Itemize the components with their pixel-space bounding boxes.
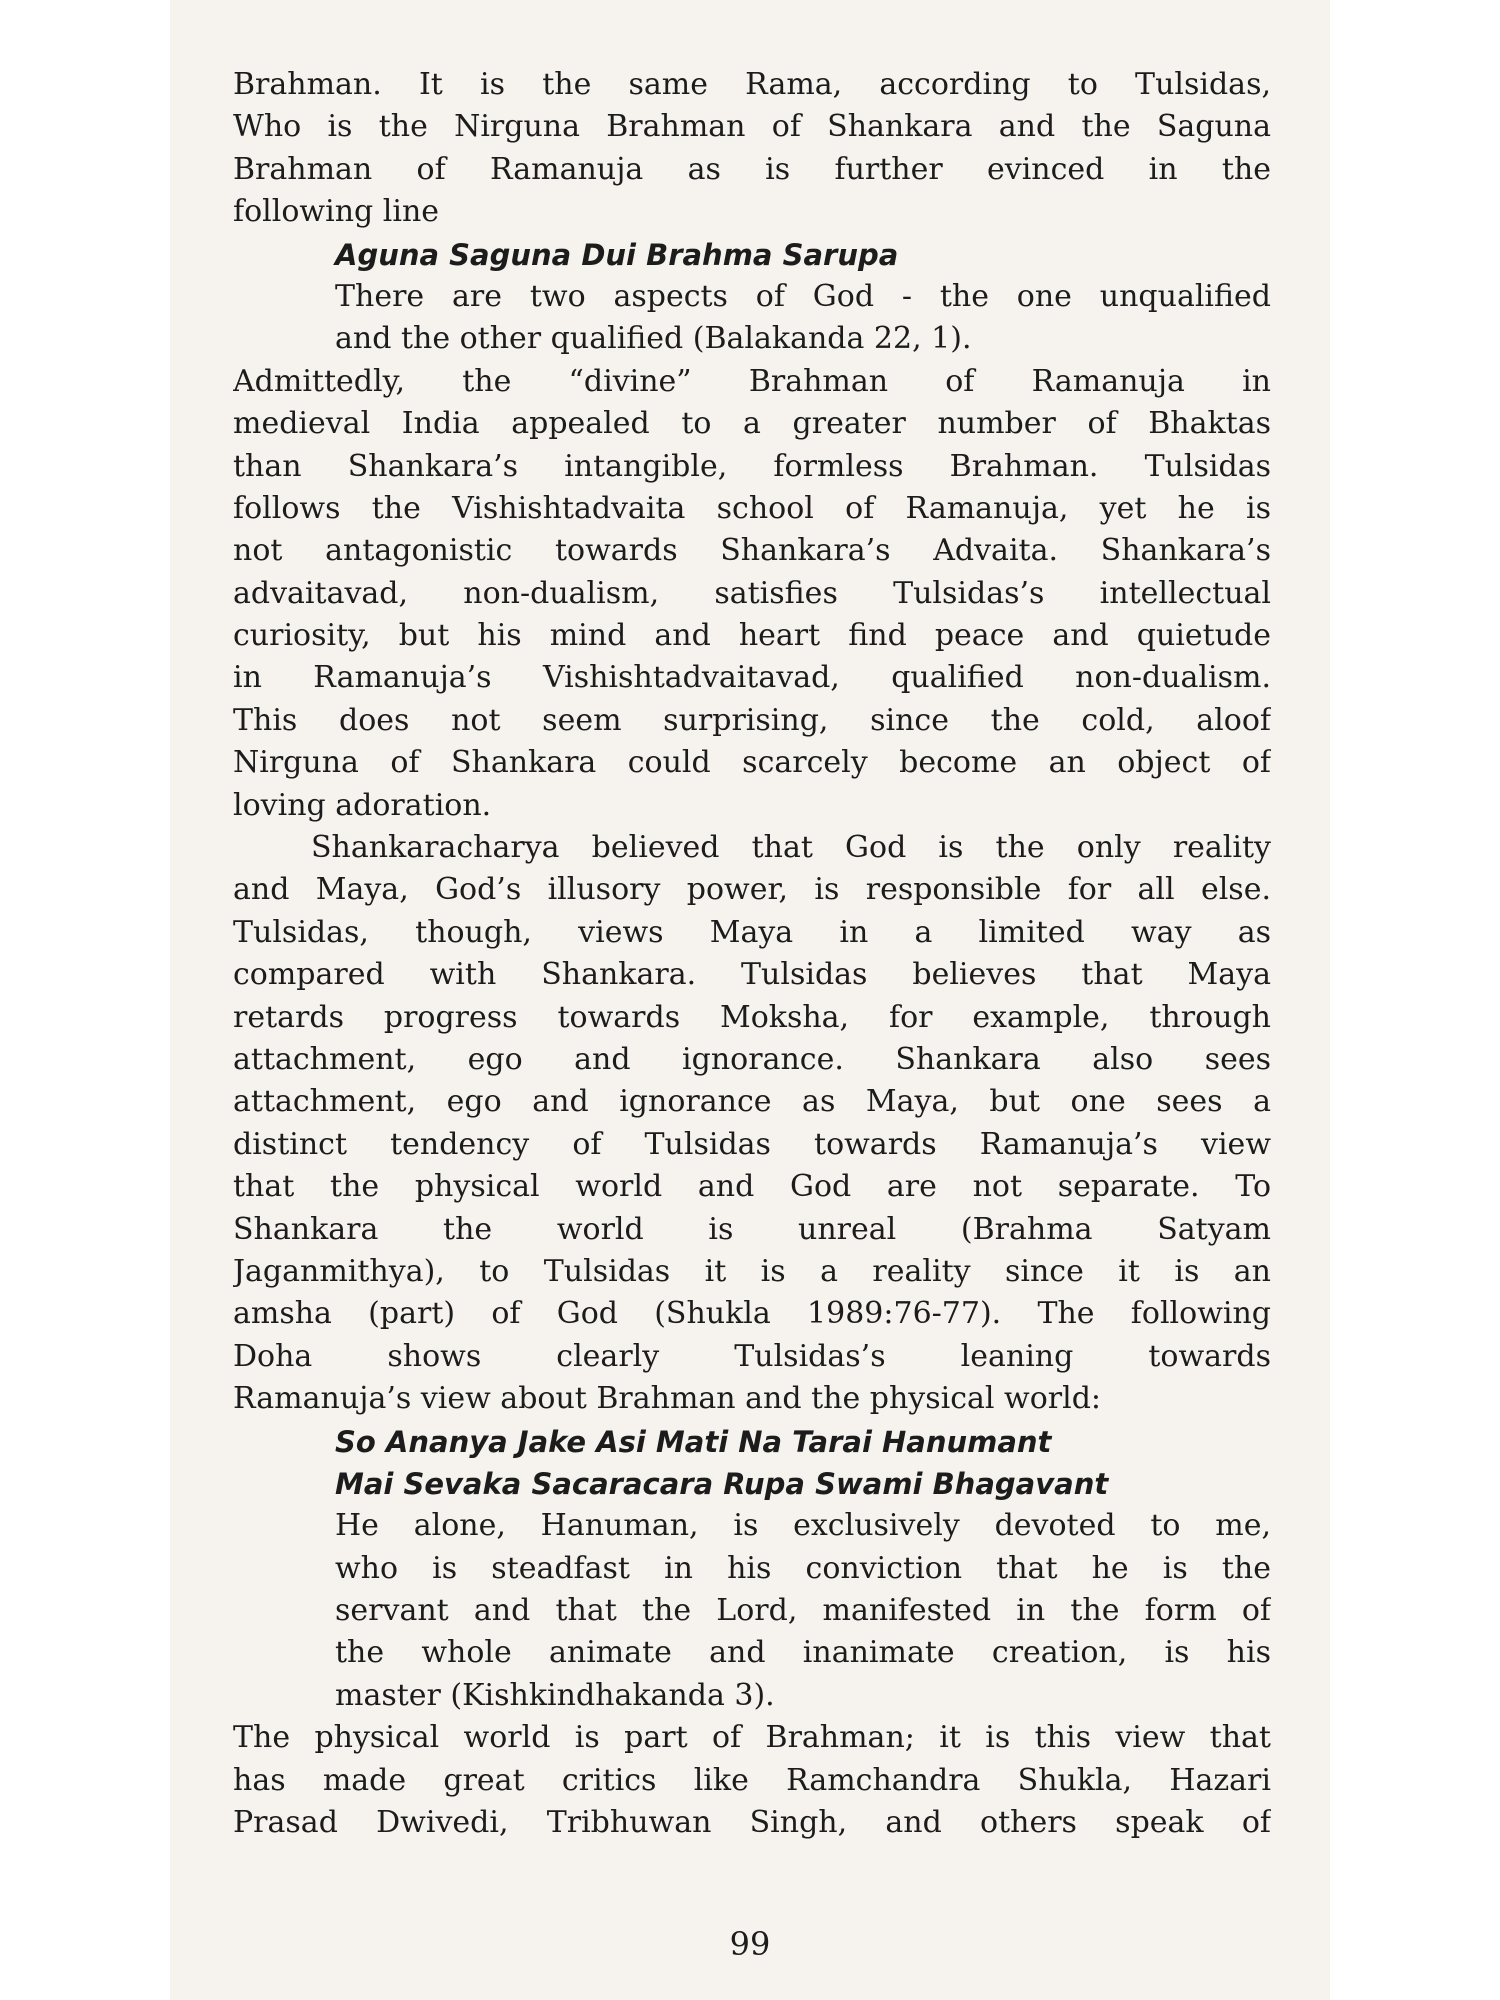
translation-line: He alone, Hanuman, is exclusively devoted to me,	[335, 1508, 1271, 1544]
text-line: has made great critics like Ramchandra Shukla, Hazari	[233, 1762, 1271, 1798]
translation-line: servant and that the Lord, manifested in the form of	[335, 1593, 1271, 1629]
page-number: 99	[729, 1925, 771, 1963]
text-line: Brahman of Ramanuja as is further evinced in the	[233, 151, 1271, 187]
text-line: compared with Shankara. Tulsidas believes that Maya	[233, 957, 1271, 993]
text-line: Doha shows clearly Tulsidas’s leaning towards	[233, 1338, 1271, 1374]
text-line: Admittedly, the “divine” Brahman of Ramanuja in	[233, 363, 1271, 399]
verse-line: Aguna Saguna Dui Brahma Sarupa	[335, 237, 899, 272]
text-line: medieval India appealed to a greater number of Bhaktas	[233, 406, 1271, 442]
body-text	[233, 64, 1271, 1844]
text-line: in Ramanuja’s Vishishtadvaitavad, qualified non-dualism.	[233, 660, 1271, 696]
text-line: distinct tendency of Tulsidas towards Ramanuja’s view	[233, 1126, 1271, 1162]
text-line: Brahman. It is the same Rama, according to Tulsidas,	[233, 67, 1271, 102]
text-line: Nirguna of Shankara could scarcely become an object of	[233, 745, 1271, 781]
translation-line: master (Kishkindhakanda 3).	[335, 1677, 775, 1713]
text-line: attachment, ego and ignorance. Shankara also sees	[233, 1041, 1271, 1077]
text-line: Tulsidas, though, views Maya in a limited way as	[233, 914, 1271, 950]
text-line: curiosity, but his mind and heart find peace and quietude	[233, 618, 1271, 654]
verse-line: So Ananya Jake Asi Mati Na Tarai Hanumant	[335, 1424, 1052, 1459]
paragraph-start-line: Shankaracharya believed that God is the only reality	[311, 830, 1271, 866]
text-line: The physical world is part of Brahman; it is this view that	[233, 1720, 1271, 1756]
text-line: advaitavad, non-dualism, satisfies Tulsidas’s intellectual	[233, 575, 1271, 611]
text-line: This does not seem surprising, since the cold, aloof	[233, 702, 1271, 738]
text-line: not antagonistic towards Shankara’s Advaita. Shankara’s	[233, 533, 1271, 569]
translation-line: who is steadfast in his conviction that he is the	[335, 1550, 1271, 1586]
text-line: Ramanuja’s view about Brahman and the physical world:	[233, 1381, 1102, 1417]
text-line: loving adoration.	[233, 787, 492, 823]
text-line: than Shankara’s intangible, formless Brahman. Tulsidas	[233, 448, 1271, 484]
text-line: Who is the Nirguna Brahman of Shankara and the Saguna	[233, 109, 1271, 145]
verse-line: Mai Sevaka Sacaracara Rupa Swami Bhagavant	[335, 1466, 1109, 1501]
text-line: follows the Vishishtadvaita school of Ramanuja, yet he is	[233, 490, 1271, 526]
translation-line: the whole animate and inanimate creation, is his	[335, 1635, 1271, 1671]
text-line: retards progress towards Moksha, for example, through	[233, 999, 1271, 1035]
text-line: and Maya, God’s illusory power, is responsible for all else.	[233, 872, 1271, 908]
text-line: amsha (part) of God (Shukla 1989:76-77). The following	[233, 1296, 1271, 1332]
text-line: that the physical world and God are not separate. To	[233, 1169, 1271, 1205]
translation-line: and the other qualified (Balakanda 22, 1).	[335, 321, 972, 357]
text-line: attachment, ego and ignorance as Maya, but one sees a	[233, 1084, 1271, 1120]
text-line: Prasad Dwivedi, Tribhuwan Singh, and others speak of	[233, 1805, 1271, 1841]
text-line: following line	[233, 194, 440, 230]
translation-line: There are two aspects of God - the one unqualified	[335, 278, 1271, 314]
text-line: Jaganmithya), to Tulsidas it is a reality since it is an	[233, 1253, 1271, 1289]
text-line: Shankara the world is unreal (Brahma Satyam	[233, 1211, 1271, 1247]
